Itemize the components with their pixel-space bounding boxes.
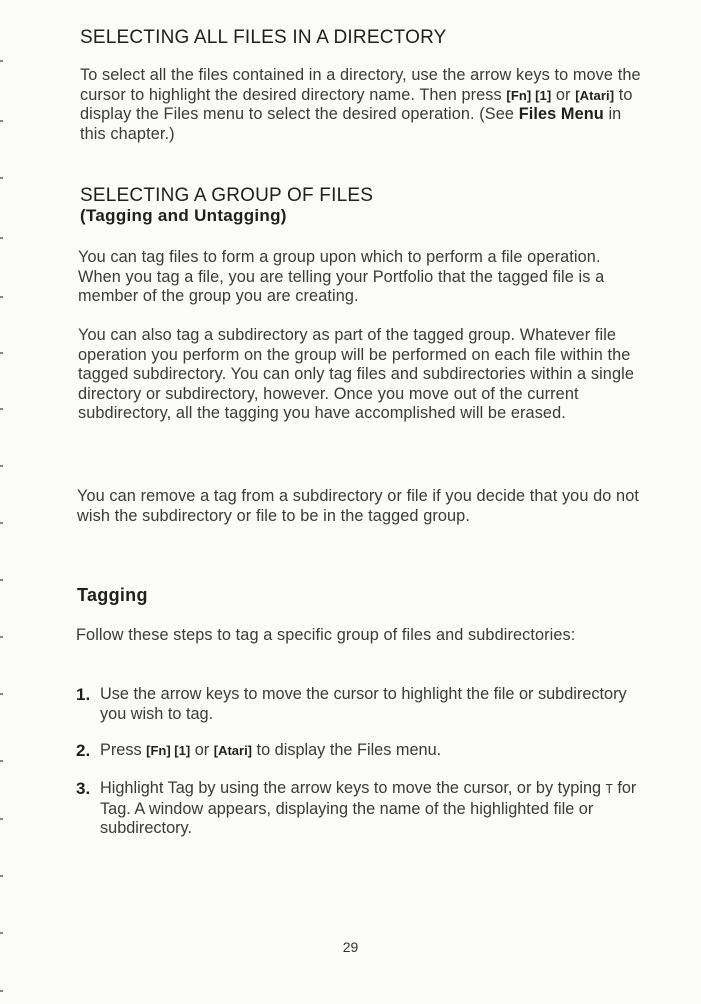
paragraph-remove-tag: You can remove a tag from a subdirectory or file if you decide that you do not wish the subdirectory or file to be in the tagged group. — [77, 487, 639, 525]
text: To select all the files contained in a directory, use the arrow keys to move the cursor to highlight the desired directory name. Then press — [80, 66, 641, 104]
text: for Tag. A window appears, displaying the name of the highlighted file or subdirectory. — [100, 779, 637, 837]
scan-edge-mark — [0, 579, 3, 581]
scan-edge-mark — [0, 693, 3, 695]
paragraph-tag-intro: You can tag files to form a group upon which to perform a file operation. When you tag a file, you are telling your Portfolio that the tagged file is a member of the group you are creating. — [78, 248, 605, 305]
scan-edge-mark — [0, 237, 3, 239]
paragraph-select-all — [80, 66, 645, 144]
text: Press — [100, 741, 147, 759]
scan-edge-mark — [0, 177, 3, 179]
scan-edge-mark — [0, 875, 3, 877]
step-text: Use the arrow keys to move the cursor to highlight the file or subdirectory you wish to tag. — [100, 685, 627, 723]
text: to display the Files menu to select the desired operation. (See — [80, 85, 633, 123]
list-item-step-1 — [76, 685, 646, 725]
heading-selecting-group: SELECTING A GROUP OF FILES — [80, 185, 374, 206]
step-text — [100, 779, 640, 839]
text: Highlight Tag by using the arrow keys to move the cursor, or by typing — [100, 779, 606, 797]
scan-edge-mark — [0, 522, 3, 524]
scan-edge-mark — [0, 352, 3, 354]
scan-edge-mark — [0, 296, 3, 298]
step-number: 2. — [76, 741, 91, 760]
scan-edge-mark — [0, 818, 3, 820]
key-atari: [Atari] — [575, 87, 615, 103]
list-item-step-2 — [76, 741, 646, 763]
subheading-tagging-untagging: (Tagging and Untagging) — [80, 206, 287, 225]
key-fn-1: [Fn] [1] — [146, 743, 191, 758]
key-fn-1: [Fn] [1] — [506, 87, 552, 103]
scan-edge-mark — [0, 465, 3, 467]
scan-edge-mark — [0, 636, 3, 638]
step-number: 3. — [76, 779, 91, 798]
paragraph-tagging-intro: Follow these steps to tag a specific group of files and subdirectories: — [76, 626, 576, 644]
key-atari: [Atari] — [213, 743, 253, 758]
key-t: T — [605, 782, 613, 796]
scan-edge-mark — [0, 408, 3, 410]
list-item-step-3 — [76, 779, 646, 839]
text: in this chapter.) — [80, 105, 622, 143]
scan-edge-mark — [0, 932, 3, 934]
text: or — [190, 741, 214, 759]
scan-edge-mark — [0, 990, 3, 992]
step-number: 1. — [76, 685, 91, 704]
text: to display the Files menu. — [252, 741, 442, 759]
step-text — [100, 741, 640, 761]
heading-selecting-all-files: SELECTING ALL FILES IN A DIRECTORY — [80, 27, 447, 48]
page-number: 29 — [342, 939, 359, 955]
reference-files-menu: Files Menu — [518, 105, 604, 123]
scan-edge-mark — [0, 760, 3, 762]
text: or — [551, 85, 576, 104]
paragraph-tag-subdirectory: You can also tag a subdirectory as part of the tagged group. Whatever file operation you perform on the group will be performed on each file within the tagged subdirectory. You can only tag files and subdirectories within a single directory or subdirectory, however. Once you move out of the current subdirectory, all the tagging you have accomplished will be erased. — [78, 326, 634, 422]
heading-tagging: Tagging — [77, 585, 148, 605]
scan-edge-mark — [0, 120, 3, 122]
scan-edge-mark — [0, 60, 3, 62]
